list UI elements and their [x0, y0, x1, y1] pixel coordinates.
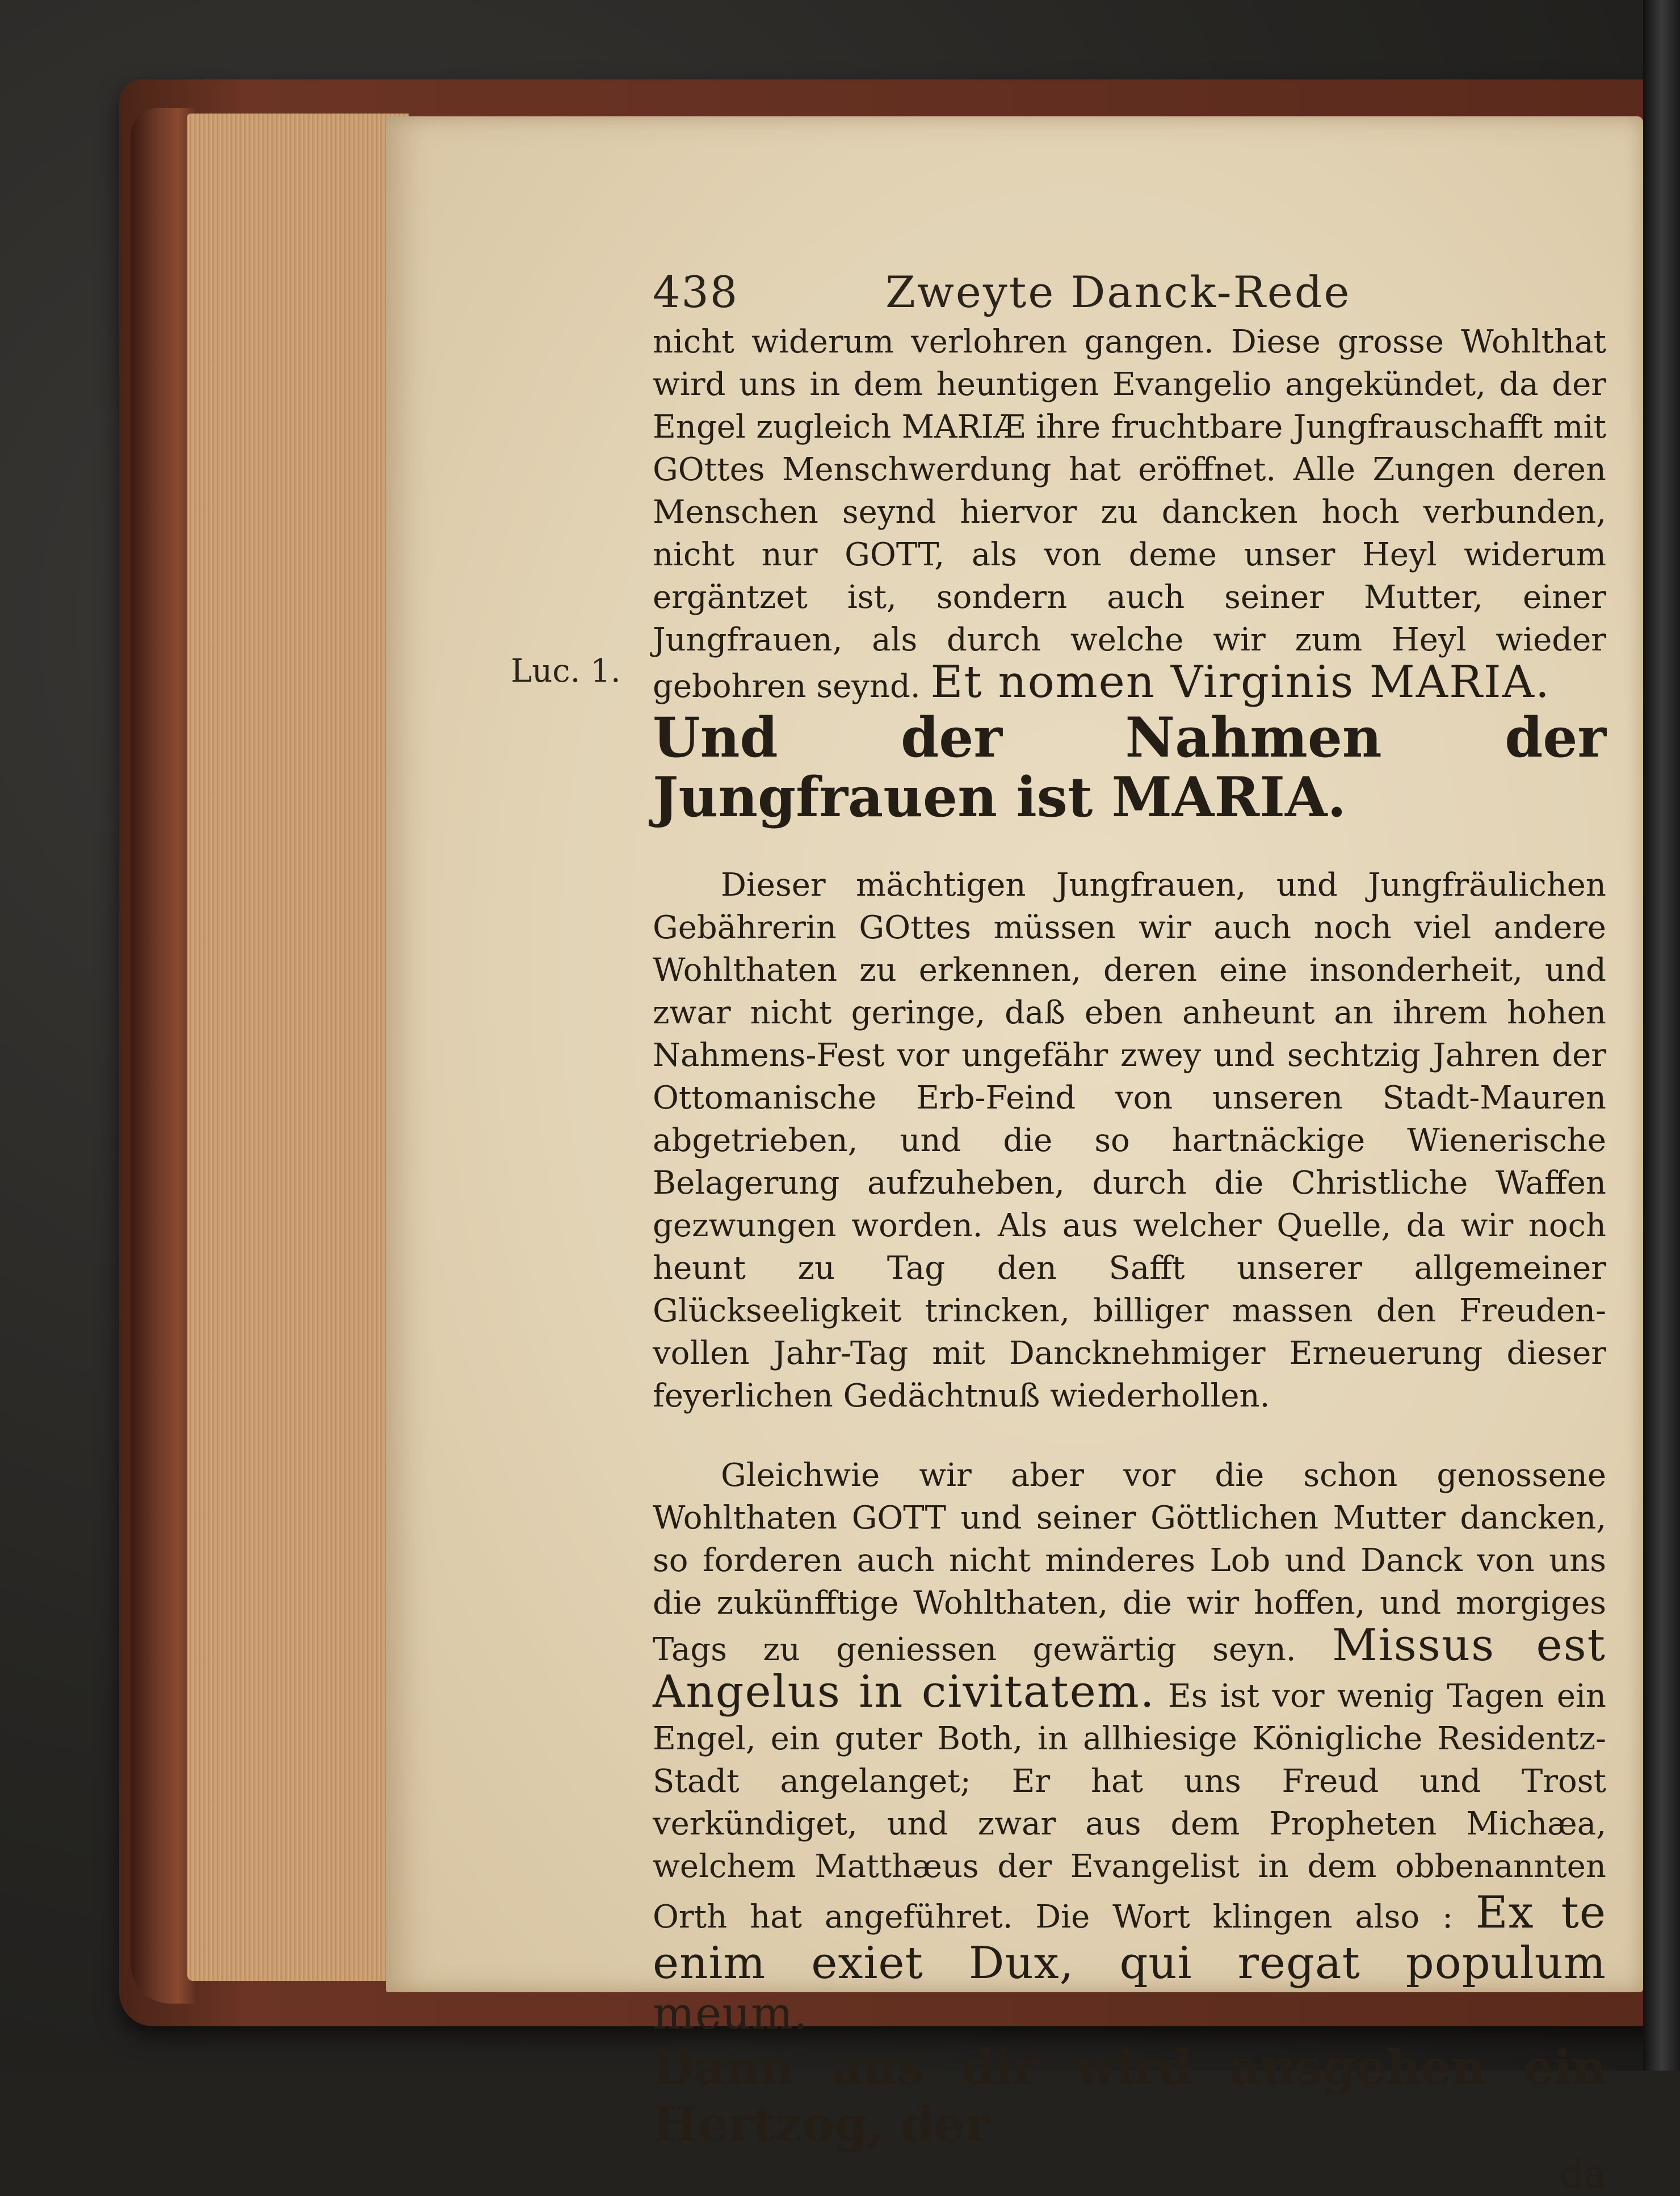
paragraph-3 — [653, 1454, 1606, 2039]
paragraph-1-text: nicht widerum verlohren gangen. Diese grosse Wohlthat wird uns in dem heuntigen Evangelio angekündet, da der Engel zugleich MARIÆ ihre fruchtbare Jungfrauschafft mit GOttes Menschwerdung hat eröffnet. Alle Zungen deren Menschen seynd hiervor zu dancken hoch verbunden, nicht nur GOTT, als von deme unser Heyl widerum ergäntzet ist, sondern auch seiner Mutter, einer Jungfrauen, als durch welche wir zum Heyl wieder gebohren seynd. — [653, 324, 1606, 705]
bold-translation-2: Dann aus dir wird ausgehen ein Hertzog, der — [653, 2039, 1606, 2152]
paragraph-1 — [653, 321, 1606, 708]
glass-frame-edge — [1643, 0, 1680, 2071]
page-number: 438 — [653, 267, 739, 317]
latin-quote-2: Missus est Angelus in civitatem. — [653, 1620, 1607, 1718]
paragraph-2: Dieser mächtigen Jungfrauen, und Jungfräulichen Gebährerin GOttes müssen wir auch noch viel andere Wohlthaten zu erkennen, deren eine insonderheit, und zwar nicht geringe, daß eben anheunt an ihrem hohen Nahmens-Fest vor ungefähr zwey und sechtzig Jahren der Ottomanische Erb-Feind von unseren Stadt-Mauren abgetrieben, und die so hartnäckige Wienerische Belagerung aufzuheben, durch die Christliche Waffen gezwungen worden. Als aus welcher Quelle, da wir noch heunt zu Tag den Safft unserer allgemeiner Glückseeligkeit trincken, billiger massen den Freuden-vollen Jahr-Tag mit Dancknehmiger Erneuerung dieser feyerlichen Gedächtnuß wiederhollen. — [653, 867, 1606, 1414]
page-body — [653, 321, 1606, 2195]
paragraph-3-text-2: Es ist vor wenig Tagen ein Engel, ein guter Both, in allhiesige Königliche Residentz-Stadt angelanget; Er hat uns Freud und Trost verkündiget, und zwar aus dem Propheten Michæa, welchem Matthæus der Evangelist in dem obbenannten Orth hat angeführet. Die Wort klingen also : — [653, 1678, 1606, 1935]
paragraph-3-text: Gleichwie wir aber vor die schon genossene Wohlthaten GOTT und seiner Göttlichen Mutter dancken, so forderen auch nicht minderes Lob und Danck von uns die zukünfftige Wohlthaten, die wir hoffen, und morgiges Tags zu geniessen gewärtig seyn. — [653, 1457, 1606, 1668]
latin-quote-3: Ex te enim exiet Dux, qui regat populum meum. — [653, 1887, 1606, 2039]
bold-translation-1: Und der Nahmen der Jungfrauen ist MARIA. — [653, 706, 1606, 829]
margin-note: Luc. 1. — [511, 653, 621, 690]
page-edges — [187, 114, 409, 1981]
page-header — [653, 267, 1606, 329]
catchword: da — [1560, 2152, 1606, 2196]
running-head: Zweyte Danck-Rede — [885, 267, 1351, 317]
latin-quote-1: Et nomen Virginis MARIA. — [930, 657, 1551, 708]
